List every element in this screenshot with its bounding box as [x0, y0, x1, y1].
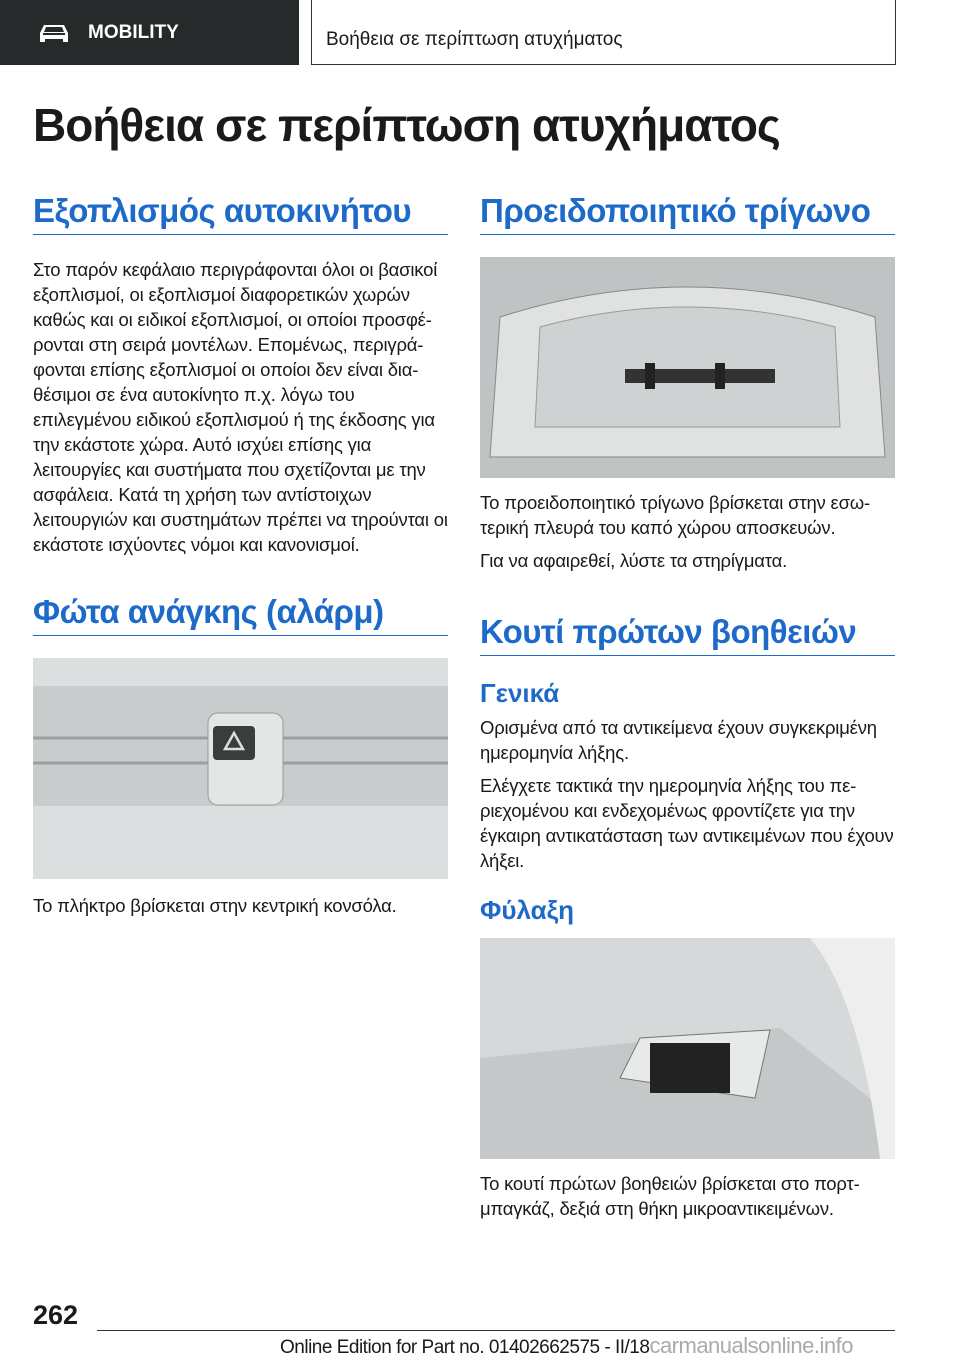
- edition-text: Online Edition for Part no. 01402662575 - II/18: [280, 1337, 650, 1358]
- triangle-heading: Προειδοποιητικό τρίγωνο: [480, 192, 895, 235]
- general-text-2: Ελέγχετε τακτικά την ημερομηνία λήξης του περιεχομένου και ενδεχομένως φροντίζετε για την έγκαιρη αντικατάσταση των αντικειμένων που έχουν λήξει.: [480, 775, 894, 871]
- footer-edition: [280, 1333, 853, 1359]
- storage-heading: Φύλαξη: [480, 895, 575, 925]
- section-tab: [0, 0, 299, 65]
- page-number: 262: [33, 1300, 79, 1330]
- general-heading: Γενικά: [480, 678, 560, 708]
- general-text-1: Ορισμένα από τα αντικείμενα έχουν συγκεκριμένη ημερομηνία λήξης.: [480, 717, 877, 763]
- right-column: [480, 192, 895, 1221]
- first-aid-storage-image: [480, 938, 895, 1159]
- watermark: carmanualsonline.info: [649, 1333, 853, 1358]
- triangle-text-2: Για να αφαιρεθεί, λύστε τα στηρίγματα.: [480, 550, 788, 571]
- hazard-caption: Το πλήκτρο βρίσκεται στην κεντρική κονσόλα.: [33, 895, 397, 916]
- firstaid-heading: Κουτί πρώτων βοηθειών: [480, 613, 895, 656]
- equipment-text: Στο παρόν κεφάλαιο περιγράφονται όλοι οι βασικοί εξοπλισμοί, οι εξοπλισμοί διαφορετικών χωρών καθώς και οι ειδικοί εξοπλισμοί, οι οποίοι προσφέρονται στη σειρά μοντέλων. Επομένως, περιγράφονται επίσης εξοπλισμοί οι οποίοι δεν είναι διαθέσιμοι σε ένα αυτοκίνητο π.χ. λόγω του επιλεγμένου ειδικού εξοπλισμού ή της έκδοσης για την εκάστοτε χώρα. Αυτό ισχύει επίσης για λειτουργίες και συστήματα που σχετίζονται με την ασφάλεια. Κατά τη χρήση των αντίστοιχων λειτουργιών και συστημάτων πρέπει να τηρούνται οι εκάστοτε ισχύοντες νόμοι και κανονισμοί.: [33, 259, 448, 555]
- footer-divider: [97, 1330, 895, 1331]
- hazard-heading: Φώτα ανάγκης (αλάρμ): [33, 593, 448, 636]
- breadcrumb: Βοήθεια σε περίπτωση ατυχήματος: [311, 0, 896, 65]
- storage-caption: Το κουτί πρώτων βοηθειών βρίσκεται στο πορτμπαγκάζ, δεξιά στη θήκη μικροαντικειμένων.: [480, 1173, 860, 1219]
- section-label: MOBILITY: [88, 21, 179, 43]
- warning-triangle-image: [480, 257, 895, 478]
- page-title: Βοήθεια σε περίπτωση ατυχήματος: [33, 99, 780, 151]
- hazard-button-image: [33, 658, 448, 879]
- equipment-heading: Εξοπλισμός αυτοκινήτου: [33, 192, 448, 235]
- triangle-text-1: Το προειδοποιητικό τρίγωνο βρίσκεται στην εσωτερική πλευρά του καπό χώρου αποσκευών.: [480, 492, 871, 538]
- car-icon: [38, 21, 70, 45]
- left-column: [33, 192, 448, 918]
